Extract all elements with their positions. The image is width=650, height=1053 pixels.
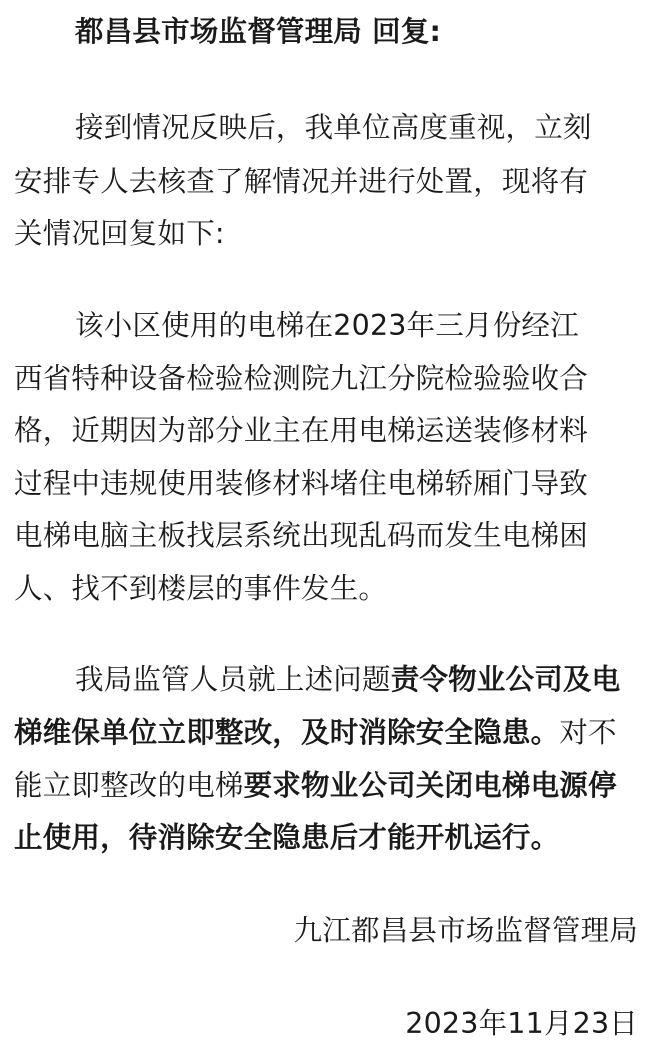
plain-text: 我局监管人员就上述问题: [75, 663, 391, 696]
paragraph-2-line: 电梯电脑主板找层系统出现乱码而发生电梯困: [14, 519, 589, 552]
paragraph-1-line: 接到情况反映后，我单位高度重视，立刻: [75, 111, 592, 144]
paragraph-3-line: [14, 715, 639, 751]
emphasis-text: 要求物业公司关闭电梯电源停: [243, 769, 617, 802]
paragraph-2-line: 格，近期因为部分业主在用电梯运送装修材料: [14, 414, 589, 447]
emphasis-text: 止使用，待消除安全隐患后才能开机运行。: [14, 821, 560, 854]
paragraph-1-line: 关情况回复如下:: [14, 217, 225, 250]
paragraph-2-line: 人、找不到楼层的事件发生。: [14, 572, 388, 605]
paragraph-3-line: [75, 662, 650, 698]
paragraph-1-line: 安排专人去核查了解情况并进行处置，现将有: [14, 165, 589, 198]
emphasis-text: 责令物业公司及电: [390, 663, 621, 696]
signature: 九江都昌县市场监督管理局: [293, 914, 638, 947]
plain-text: 能立即整改的电梯: [14, 769, 244, 802]
paragraph-2-line: 西省特种设备检验检测院九江分院检验验收合: [14, 362, 589, 395]
date: 2023年11月23日: [405, 1007, 638, 1040]
plain-text: 对不: [559, 716, 617, 749]
emphasis-text: 梯维保单位立即整改，及时消除安全隐患。: [14, 716, 560, 749]
paragraph-3-line: [14, 768, 639, 804]
reply-heading: 都昌县市场监督管理局 回复:: [75, 15, 442, 48]
paragraph-3-line: [14, 820, 639, 856]
paragraph-2-line: 该小区使用的电梯在2023年三月份经江: [75, 309, 579, 342]
paragraph-2-line: 过程中违规使用装修材料堵住电梯轿厢门导致: [14, 467, 589, 500]
